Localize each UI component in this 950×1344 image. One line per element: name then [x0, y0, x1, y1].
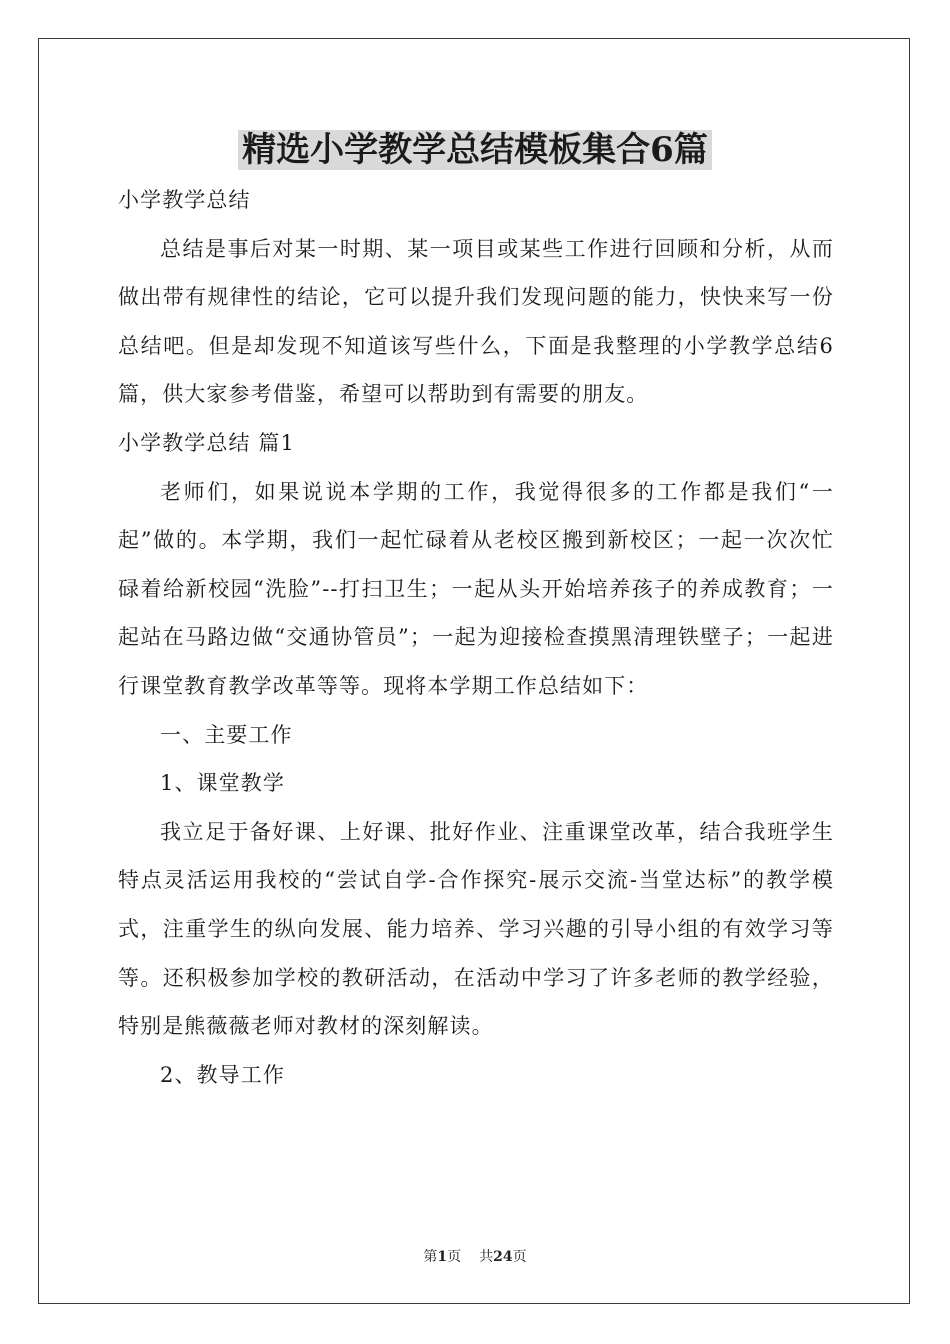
total-pages: 24	[493, 1249, 513, 1265]
paragraph: 小学教学总结 篇1	[118, 430, 295, 455]
paragraph: 小学教学总结	[118, 188, 251, 212]
document-body	[118, 176, 834, 1099]
page-number: 1	[437, 1249, 448, 1265]
document-title-text: 精选小学教学总结模板集合6篇	[238, 130, 712, 170]
paragraph: 我立足于备好课、上好课、批好作业、注重课堂改革，结合我班学生特点灵活运用我校的“尝试自学-合作探究-展示交流-当堂达标”的教学模式，注重学生的纵向发展、能力培养、学习兴趣的引导小组的有效学习等等。还积极参加学校的教研活动，在活动中学习了许多老师的教学经验，特别是熊薇薇老师对教材的深刻解读。	[118, 819, 834, 1039]
paragraph: 老师们，如果说说本学期的工作，我觉得很多的工作都是我们“一起”做的。本学期，我们一起忙碌着从老校区搬到新校区；一起一次次忙碌着给新校园“洗脸”--打扫卫生；一起从头开始培养孩子的养成教育；一起站在马路边做“交通协管员”；一起为迎接检查摸黑清理铁壁子；一起进行课堂教育教学改革等等。现将本学期工作总结如下：	[118, 479, 834, 698]
paragraph: 1、课堂教学	[160, 771, 285, 796]
page-footer	[0, 1247, 950, 1267]
total-suffix: 页	[512, 1249, 527, 1265]
page-prefix: 第	[423, 1249, 438, 1265]
page-suffix: 页	[447, 1249, 462, 1265]
paragraph: 2、教导工作	[160, 1062, 285, 1087]
paragraph: 一、主要工作	[160, 722, 293, 747]
document-title	[0, 128, 950, 172]
paragraph: 总结是事后对某一时期、某一项目或某些工作进行回顾和分析，从而做出带有规律性的结论，它可以提升我们发现问题的能力，快快来写一份总结吧。但是却发现不知道该写些什么，下面是我整理的小学教学总结6篇，供大家参考借鉴，希望可以帮助到有需要的朋友。	[118, 236, 834, 407]
total-prefix: 共	[479, 1249, 494, 1265]
